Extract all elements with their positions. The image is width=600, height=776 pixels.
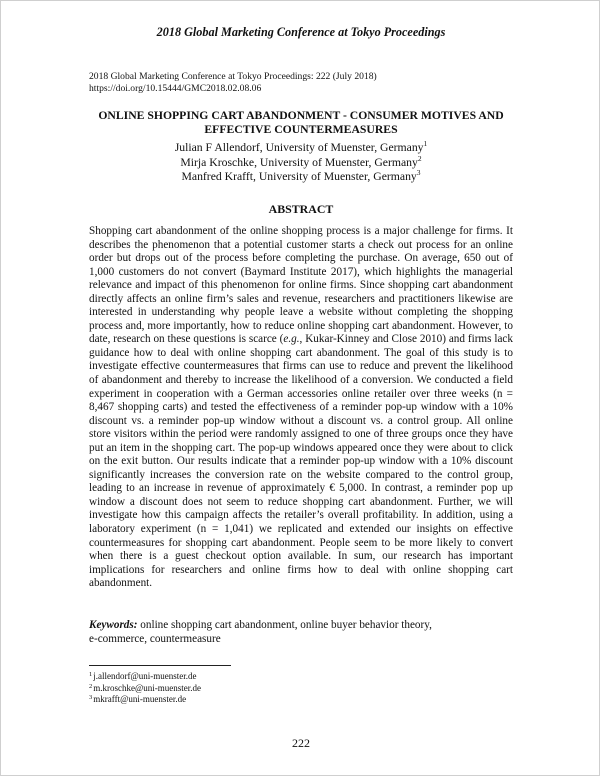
footnote xyxy=(89,683,201,695)
keywords-label: Keywords: xyxy=(89,619,138,631)
footnotes xyxy=(89,671,201,706)
author-list xyxy=(1,141,600,185)
abstract-text-part: , Kukar-Kinney and Close 2010) and firms lack guidance how to deal with online shopping cart abandonment. The goal of this study is to investigate effective countermeasures that firms can use to reduce and prevent the likelihood of abandonment and thereby to increase the likelihood of a conversion. We conducted a field experiment in cooperation with a German accessories online retailer over three weeks (n = 8,467 shopping carts) and tested the effectiveness of a reminder pop-up window with a 10% discount vs. a reminder pop-up window without a discount vs. a control group. All online store visitors within the period were randomly assigned to one of three groups once they have put an item in the shopping cart. The pop-up windows appeared once they were about to click on the exit button. Our results indicate that a reminder pop-up window with a 10% discount significantly increases the conversion rate on the website compared to the control group, leading to an increase in revenue of approximately € 5,000. In contrast, a reminder pop up window a discount does not seem to reduce shopping cart abandonment. Further, we will investigate how this campaign affects the retailer’s overall profitability. In addition, using a laboratory experiment (n = 1,041) we replicated and extended our insights on effective countermeasures for shopping cart abandonment. People seem to be more likely to convert when there is a guest checkout option available. In sum, our research has important implications for researchers and online firms how to deal with online shopping cart abandonment. xyxy=(89,333,513,590)
keywords-text: online shopping cart abandonment, online buyer behavior theory, xyxy=(137,619,432,631)
footnote-number: 3 xyxy=(89,694,93,702)
doi-line: https://doi.org/10.15444/GMC2018.02.08.06 xyxy=(89,83,262,94)
running-header: 2018 Global Marketing Conference at Tokyo Proceedings xyxy=(156,25,446,39)
author-line xyxy=(1,141,600,156)
footnote-email: m.kroschke@uni-muenster.de xyxy=(93,682,202,693)
abstract-text xyxy=(89,225,513,591)
author-name: Mirja Kroschke, University of Muenster, Germany xyxy=(180,155,418,169)
footnote-divider xyxy=(89,665,231,666)
title-line: ONLINE SHOPPING CART ABANDONMENT - CONSUMER MOTIVES AND xyxy=(98,109,504,122)
page-number: 222 xyxy=(292,736,310,750)
footnote-email: mkrafft@uni-muenster.de xyxy=(93,694,187,705)
author-name: Manfred Krafft, University of Muenster, Germany xyxy=(181,170,417,184)
footnote-mark: 3 xyxy=(416,168,421,178)
keywords-block xyxy=(89,619,513,646)
abstract-heading: ABSTRACT xyxy=(268,202,334,216)
footnote-email: j.allendorf@uni-muenster.de xyxy=(93,671,197,681)
footnote xyxy=(89,694,201,706)
citation-block xyxy=(89,71,377,95)
author-line xyxy=(1,170,600,185)
abstract-text-part: Shopping cart abandonment of the online shopping process is a major challenge for firms. It describes the phenomenon that a potential customer starts a check out process for an online order but drops out of the process before completing the purchase. On average, 650 out of 1,000 customers do not convert (Baymard Institute 2017), which highlights the managerial relevance and impact of this phenomenon for online firms. Since shopping cart abandonment directly affects an online firm’s sales and revenue, researchers and practitioners likewise are interested in understanding why people leave a website without completing the shopping process and, more importantly, how to reduce online shopping cart abandonment. However, to date, research on these questions is scarce ( xyxy=(89,225,513,346)
footnote-number: 2 xyxy=(89,682,93,690)
citation-line: 2018 Global Marketing Conference at Tokyo Proceedings: 222 (July 2018) xyxy=(89,71,377,82)
footnote-mark: 2 xyxy=(417,153,422,163)
abstract-eg: e.g. xyxy=(283,333,300,346)
keywords-line: e-commerce, countermeasure xyxy=(89,632,221,645)
footnote-mark: 1 xyxy=(423,139,428,148)
title-line: EFFECTIVE COUNTERMEASURES xyxy=(204,123,398,136)
footnote xyxy=(89,671,201,683)
author-line xyxy=(1,153,600,171)
author-name: Julian F Allendorf, University of Muenster, Germany xyxy=(174,141,424,154)
footnote-number: 1 xyxy=(89,671,93,678)
paper-title xyxy=(81,109,521,137)
keywords-line xyxy=(89,619,513,633)
